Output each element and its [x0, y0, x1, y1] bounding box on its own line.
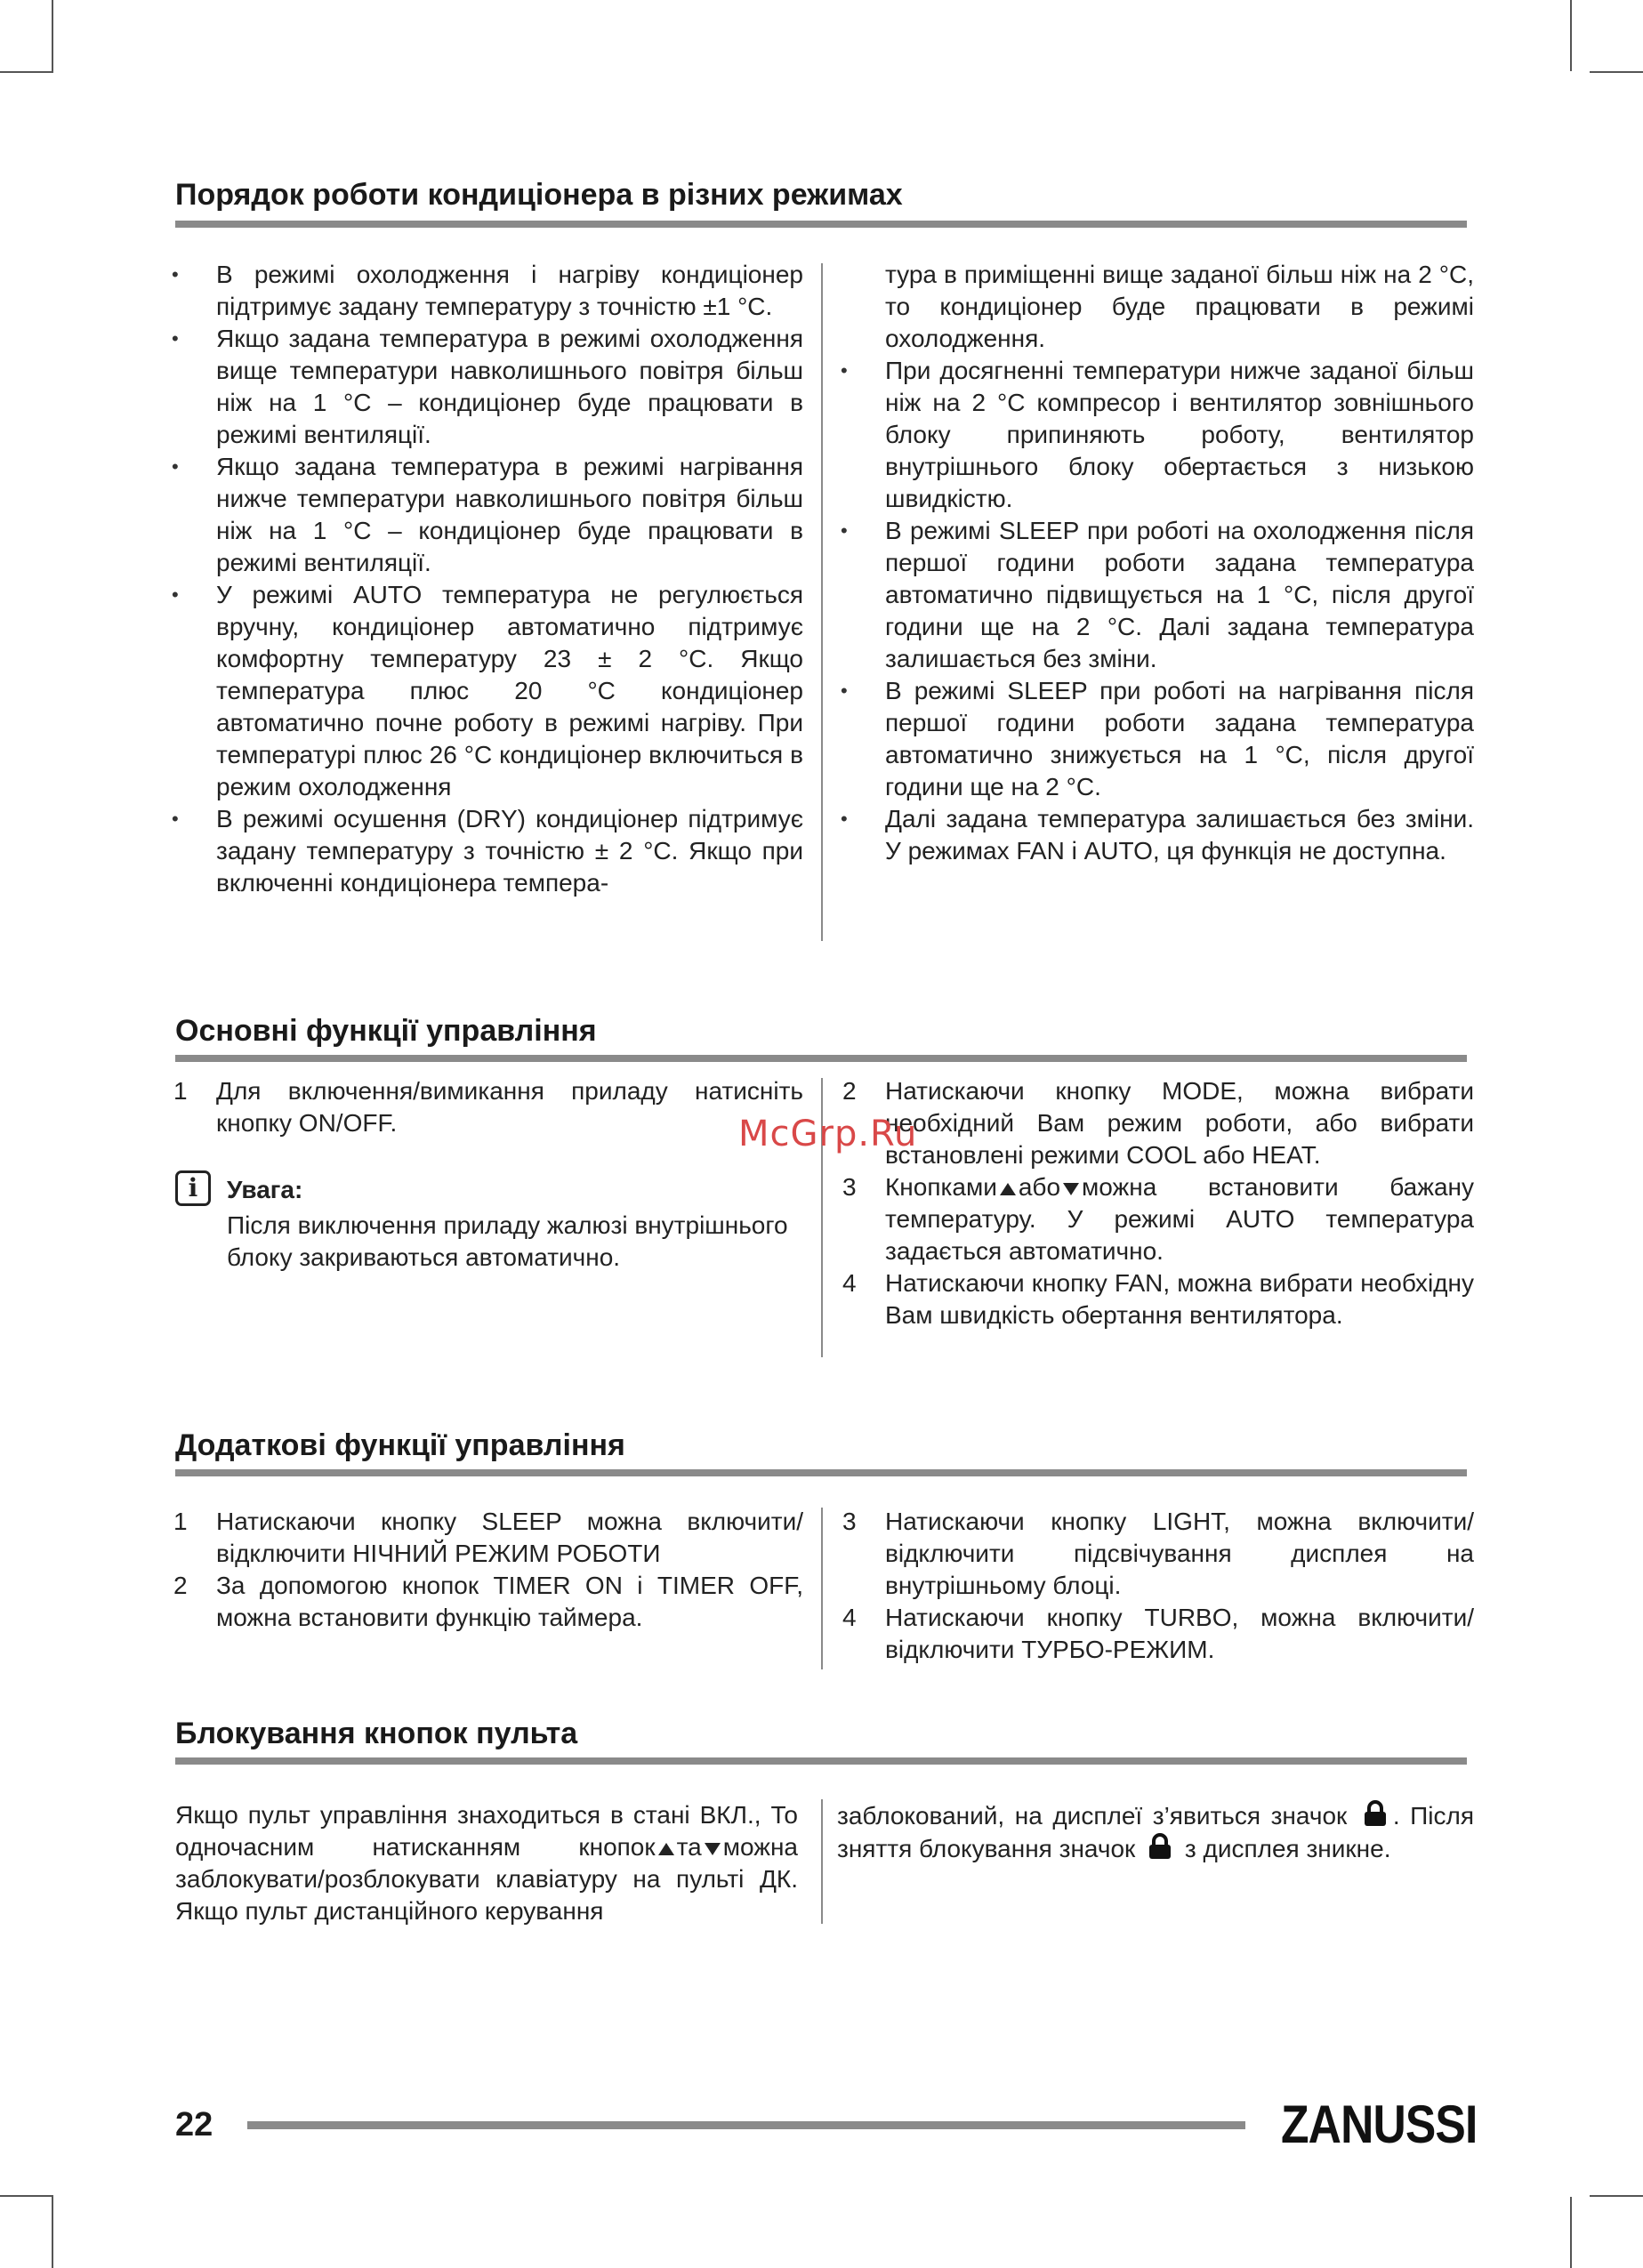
list-item — [841, 1602, 1474, 1666]
list-item — [841, 1075, 1474, 1171]
crop-mark — [0, 2195, 53, 2197]
item-text: Натискаючи кнопку LIGHT, можна включити/відключити підсвічування дисплея на внутрішньому блоці. — [885, 1508, 1474, 1599]
lock-text: . Після зняття блокування значок — [837, 1802, 1475, 1862]
section-rule — [175, 1469, 1467, 1476]
section-title-lock: Блокування кнопок пульта — [175, 1717, 578, 1750]
lock-icon — [1361, 1799, 1389, 1828]
crop-mark — [0, 71, 53, 73]
list-item — [841, 1267, 1474, 1331]
lock-text: та — [676, 1833, 702, 1861]
crop-mark — [1590, 71, 1643, 73]
lock-text: можна заблокувати/розблокувати клавіатуру на пульті ДК. Якщо пульт дистанційного керування — [175, 1833, 798, 1925]
modes-right-column — [841, 259, 1474, 867]
footer-rule — [247, 2121, 1245, 2129]
watermark: McGrp.Ru — [738, 1114, 918, 1154]
lock-left-column — [175, 1799, 798, 1927]
lock-right-column — [837, 1799, 1474, 1865]
crop-mark — [1570, 2197, 1572, 2268]
list-item: • Якщо задана температура в режимі нагрівання нижче температури навколишнього повітря більш ніж на 1 °С – кондиціонер буде працювати в режимі вентиляції. — [172, 451, 803, 579]
info-icon: i — [175, 1170, 211, 1206]
section-rule — [175, 1055, 1467, 1062]
note-title: Увага: — [227, 1176, 303, 1203]
item-number: 4 — [842, 1269, 857, 1297]
item-number: 3 — [842, 1173, 857, 1201]
basic-right-column — [841, 1075, 1474, 1331]
section-title-basic: Основні функції управління — [175, 1014, 597, 1048]
list-item: • В режимі осушення (DRY) кондиціонер підтримує задану температуру з точністю ± 2 °С. Якщо при включенні кондиціонера темпера- — [172, 803, 803, 899]
list-item: • В режимі SLEEP при роботі на охолодження після першої години роботи задана температура автоматично підвищується на 1 °С, після другої години ще на 2 °С. Далі задана температура залишається без зміни. — [841, 515, 1474, 675]
lock-icon — [1146, 1832, 1174, 1861]
list-item — [172, 1506, 803, 1570]
list-item: • В режимі охолодження і нагріву кондиціонер підтримує задану температуру з точністю ±1 °С. — [172, 259, 803, 323]
item-number: 4 — [842, 1604, 857, 1631]
item-number: 1 — [173, 1077, 188, 1105]
note-text: Після виключення приладу жалюзі внутрішнього блоку закриваються автоматично. — [227, 1211, 788, 1271]
basic-left-column — [172, 1075, 803, 1139]
item-text: Для включення/вимикання приладу натисніть кнопку ON/OFF. — [216, 1077, 803, 1137]
column-divider — [821, 1799, 823, 1924]
triangle-up-icon — [1000, 1183, 1016, 1195]
section-title-extra: Додаткові функції управління — [175, 1428, 625, 1462]
section-title-modes: Порядок роботи кондиціонера в різних режимах — [175, 178, 903, 212]
triangle-down-icon — [1063, 1183, 1079, 1195]
list-item: • У режимі AUTO температура не регулюється вручну, кондиціонер автоматично підтримує комфортну температуру 23 ± 2 °С. Якщо температура плюс 20 °С кондиціонер автоматично почне роботу в режимі нагріву. При температурі плюс 26 °С кондиціонер включиться в режим охолодження — [172, 579, 803, 803]
crop-mark — [52, 0, 53, 71]
list-item — [841, 1506, 1474, 1602]
item-text: Натискаючи кнопку FAN, можна вибрати необхідну Вам швидкість обертання вентилятора. — [885, 1269, 1474, 1329]
lock-text: Якщо пульт управління знаходиться в стані ВКЛ., То одночасним натисканням кнопок — [175, 1801, 798, 1861]
item-text: Натискаючи кнопку TURBO, можна включити/відключити ТУРБО-РЕЖИМ. — [885, 1604, 1474, 1663]
crop-mark — [52, 2197, 53, 2268]
item-number: 2 — [173, 1572, 188, 1599]
list-item: • При досягненні температури нижче заданої більш ніж на 2 °С компресор і вентилятор зовнішнього блоку припиняють роботу, вентилятор внутрішнього блоку обертається з низькою швидкістю. — [841, 355, 1474, 515]
item-text: або — [1018, 1173, 1061, 1201]
brand-logo: ZANUSSI — [1281, 2095, 1478, 2154]
list-item — [172, 1570, 803, 1634]
list-item: • В режимі SLEEP при роботі на нагрівання після першої години роботи задана температура автоматично знижується на 1 °С, після другої години ще на 2 °С. — [841, 675, 1474, 803]
list-item — [172, 1075, 803, 1139]
modes-left-column — [172, 259, 803, 899]
extra-right-column — [841, 1506, 1474, 1666]
list-item — [841, 1171, 1474, 1267]
page-number: 22 — [175, 2106, 213, 2143]
list-item-continuation: тура в приміщенні вище заданої більш ніж на 2 °С, то кондиціонер буде працювати в режимі охолодження. — [885, 261, 1474, 352]
item-text: Натискаючи кнопку MODE, можна вибрати необхідний Вам режим роботи, або вибрати встановлені режими COOL або HEAT. — [885, 1077, 1474, 1169]
item-text: Кнопками — [885, 1173, 997, 1201]
item-number: 1 — [173, 1508, 188, 1535]
section-rule — [175, 1757, 1467, 1765]
item-text: можна встановити бажану температуру. У режимі AUTO температура задається автоматично. — [885, 1173, 1474, 1265]
extra-left-column — [172, 1506, 803, 1634]
triangle-up-icon — [658, 1843, 674, 1855]
item-number: 2 — [842, 1077, 857, 1105]
lock-text: заблокований, на дисплеї з’явиться значок — [837, 1802, 1348, 1830]
lock-text: з дисплея зникне. — [1184, 1835, 1391, 1862]
triangle-down-icon — [705, 1843, 721, 1855]
note-box — [175, 1170, 798, 1304]
crop-mark — [1570, 0, 1572, 71]
section-rule — [175, 221, 1467, 228]
column-divider — [821, 263, 823, 941]
item-text: За допомогою кнопок TIMER ON і TIMER OFF, можна встановити функцію таймера. — [216, 1572, 803, 1631]
column-divider — [821, 1508, 823, 1669]
list-item: • Далі задана температура залишається без зміни. У режимах FAN і AUTO, ця функція не доступна. — [841, 803, 1474, 867]
item-number: 3 — [842, 1508, 857, 1535]
crop-mark — [1590, 2195, 1643, 2197]
item-text: Натискаючи кнопку SLEEP можна включити/відключити НІЧНИЙ РЕЖИМ РОБОТИ — [216, 1508, 803, 1567]
list-item: • Якщо задана температура в режимі охолодження вище температури навколишнього повітря більш ніж на 1 °С – кондиціонер буде працювати в режимі вентиляції. — [172, 323, 803, 451]
